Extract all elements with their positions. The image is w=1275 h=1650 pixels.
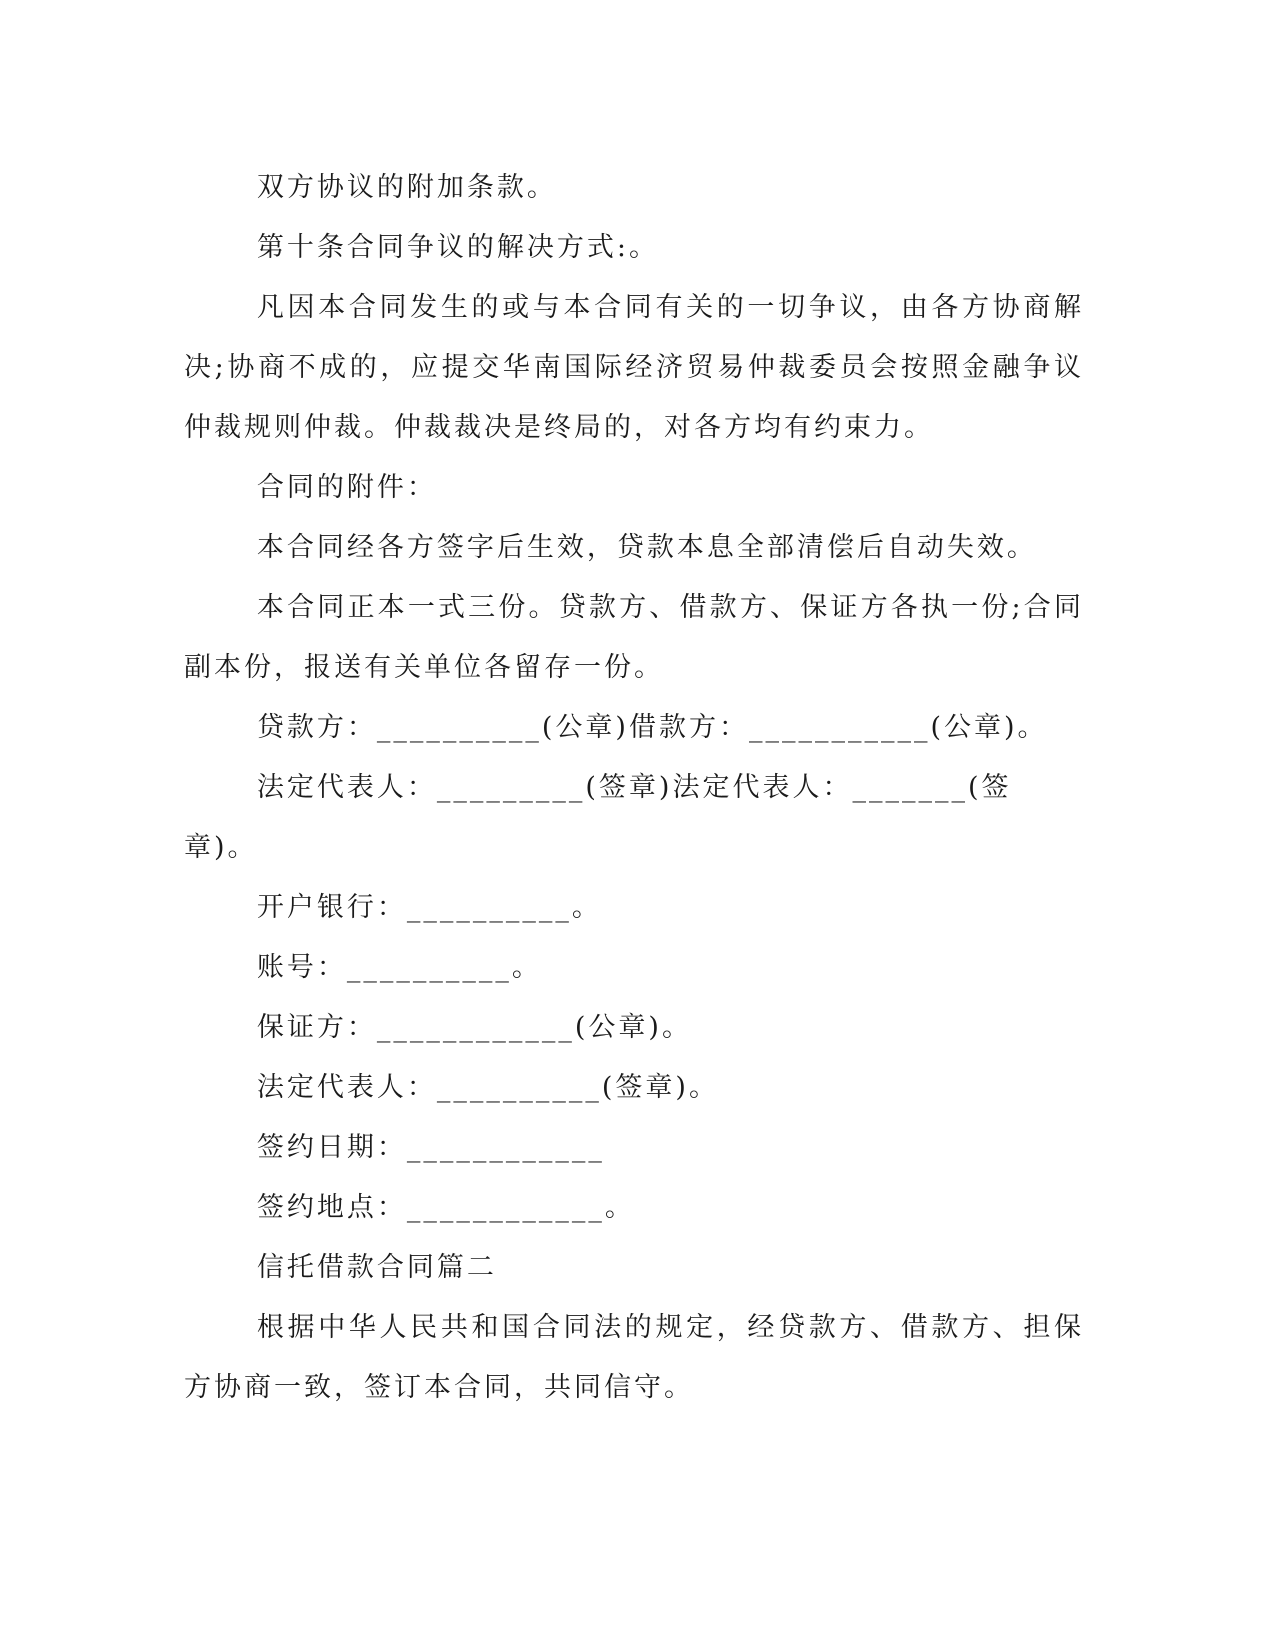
section-heading-part-two: 信托借款合同篇二 (256, 1252, 497, 1283)
document-body (184, 158, 1084, 1418)
paragraph-contract-basis: 根据中华人民共和国合同法的规定，经贷款方、借款方、担保方协商一致，签订本合同，共同信守。 (184, 1312, 1084, 1403)
signature-bank: 开户银行：__________。 (256, 892, 602, 923)
paragraph-dispute-resolution: 凡因本合同发生的或与本合同有关的一切争议，由各方协商解决;协商不成的，应提交华南国际经济贸易仲裁委员会按照金融争议仲裁规则仲裁。仲裁裁决是终局的，对各方均有约束力。 (184, 292, 1084, 443)
signature-place: 签约地点：____________。 (256, 1192, 635, 1223)
paragraph-article-ten: 第十条合同争议的解决方式:。 (256, 232, 659, 263)
paragraph-additional-terms: 双方协议的附加条款。 (256, 172, 557, 203)
paragraph-effectiveness: 本合同经各方签字后生效，贷款本息全部清偿后自动失效。 (256, 532, 1037, 563)
signature-lender-borrower: 贷款方：__________(公章)借款方：___________(公章)。 (256, 712, 1048, 743)
signature-legal-representatives: 法定代表人：_________(签章)法定代表人：_______(签章)。 (184, 772, 1012, 863)
signature-guarantor: 保证方：____________(公章)。 (256, 1012, 692, 1043)
signature-date: 签约日期：____________ (256, 1132, 605, 1163)
paragraph-attachments: 合同的附件： (256, 472, 437, 503)
signature-account: 账号：__________。 (256, 952, 542, 983)
paragraph-copies: 本合同正本一式三份。贷款方、借款方、保证方各执一份;合同副本份，报送有关单位各留存一份。 (184, 592, 1084, 683)
signature-guarantor-representative: 法定代表人：__________(签章)。 (256, 1072, 719, 1103)
